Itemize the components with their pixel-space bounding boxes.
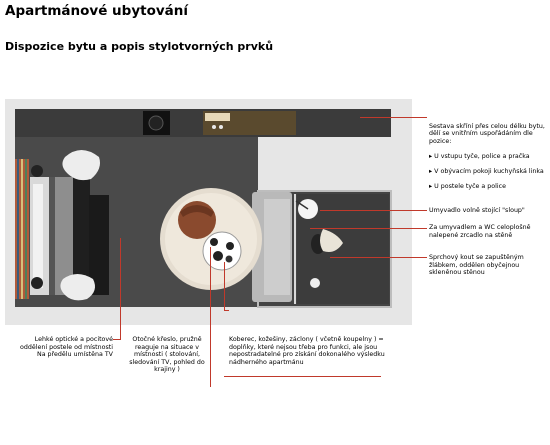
curtain (15, 159, 29, 299)
wardrobe-item-1: ▸ U vstupu tyče, police a pračka (429, 152, 530, 160)
coffee-table (203, 232, 241, 270)
bullet-icon: ▸ (429, 168, 435, 176)
partition-annotation: Lehké optické a pocitové oddělení postele od místnosti Na předělu umístěna TV (19, 336, 113, 359)
wardrobe-annotation (429, 115, 547, 199)
wardrobe-item-2: ▸ V obývacím pokoji kuchyňská linka (429, 168, 544, 176)
wardrobe-intro: Sestava skříní přes celou délku bytu, dělí se vnitřním uspořádáním dle pozice: (429, 122, 545, 145)
floor-plan-drawing (5, 99, 412, 325)
leader-line (224, 376, 381, 377)
armchair-annotation: Otočné křeslo, pružně reaguje na situace v místnosti ( stolování, sledování TV, pohled do krajiny ) (129, 336, 205, 374)
leader-line (224, 310, 229, 311)
bullet-icon: ▸ (429, 152, 435, 160)
shower-annotation: Sprchový kout se zapuštěným žlábkem, oddělen obyčejnou skleněnou stěnou (429, 254, 524, 277)
leader-line (210, 247, 211, 387)
mirror-annotation: Za umyvadlem a WC celoplošně nalepené zrcadlo na stěně (429, 224, 531, 239)
bullet-icon: ▸ (429, 183, 435, 191)
leader-line (120, 238, 121, 340)
leader-line (320, 210, 427, 211)
page-title: Apartmánové ubytování (5, 3, 189, 19)
wardrobe-item-3: ▸ U postele tyče a police (429, 183, 506, 191)
leader-line (113, 339, 120, 340)
leader-line (330, 257, 427, 258)
leader-line (224, 262, 225, 310)
textiles-annotation: Koberec, kožešiny, záclony ( včetně koupelny ) = doplňky, které nejsou třeba pro funkci, ale jsou nepostradatelné pro získání dokonalého výsledku nádherného apartmánu (229, 336, 385, 366)
floor-plan (5, 99, 412, 325)
page-subtitle: Dispozice bytu a popis stylotvorných prvků (5, 40, 274, 53)
leader-line (360, 117, 427, 118)
sink-annotation: Umyvadlo volně stojící "sloup" (429, 207, 525, 214)
leader-line (310, 228, 427, 229)
shower-drain-icon (310, 278, 320, 288)
